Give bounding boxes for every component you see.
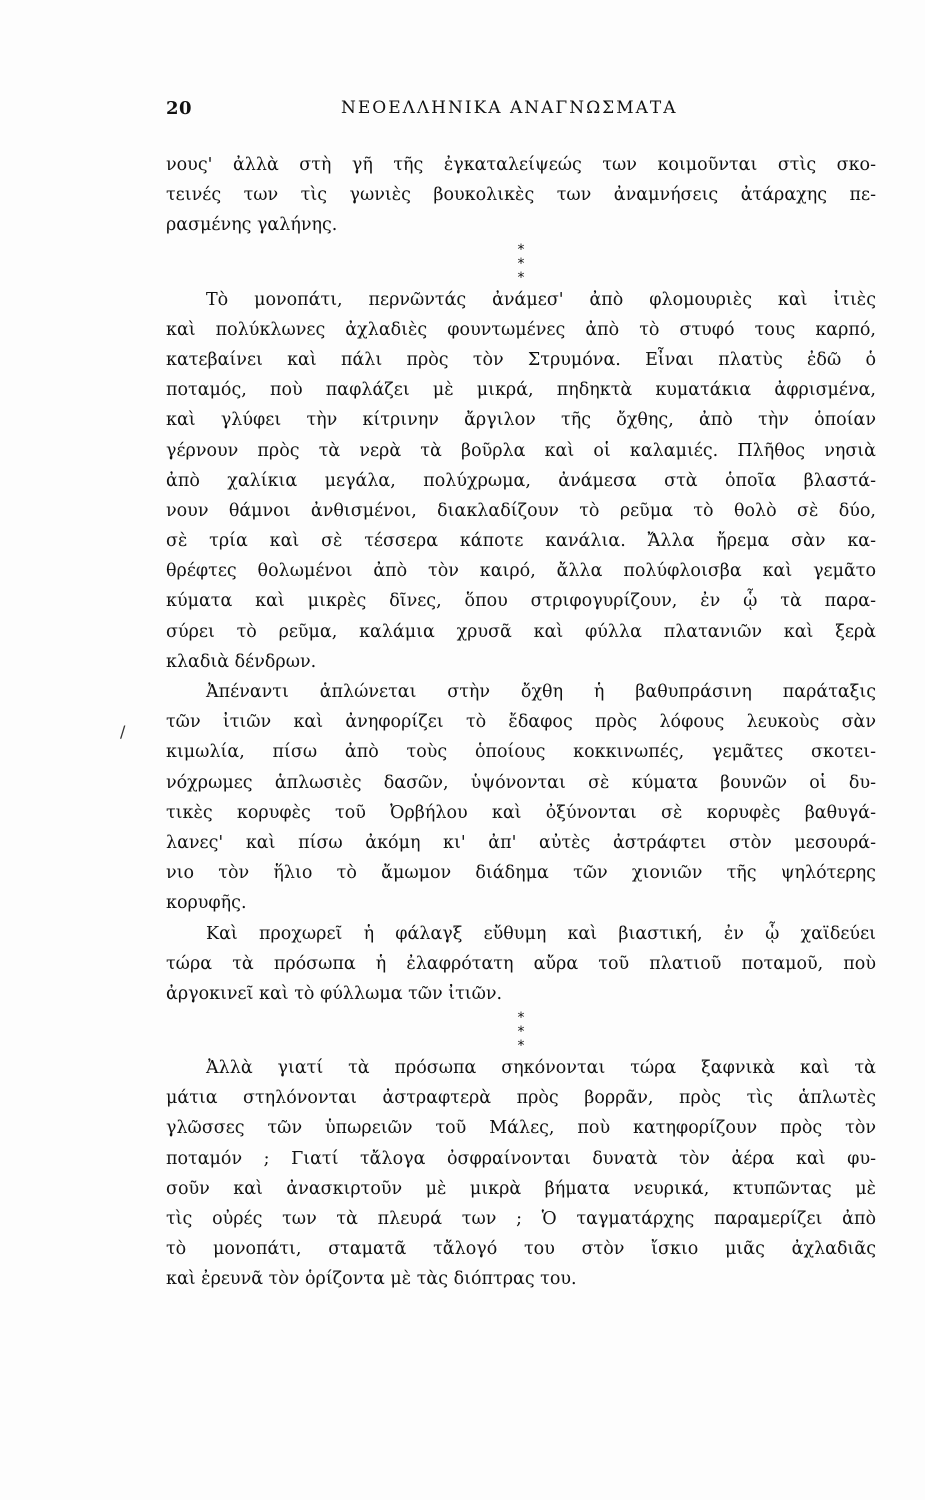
text-line: ἀπὸ χαλίκια μεγάλα, πολύχρωμα, ἀνάμεσα στὰ ὁποῖα βλαστά- — [166, 470, 876, 491]
text-line: τικὲς κορυφὲς τοῦ Ὀρβήλου καὶ ὀξύνονται σὲ κορυφὲς βαθυγά- — [166, 802, 876, 823]
text-line: Ἀπέναντι ἁπλώνεται στὴν ὄχθη ἡ βαθυπράσινη παράταξις — [206, 682, 876, 702]
text-line: τὶς οὐρές των τὰ πλευρά των ; Ὁ ταγματάρχης παραμερίζει ἀπὸ — [166, 1209, 876, 1229]
text-line: κύματα καὶ μικρὲς δῖνες, ὅπου στριφογυρίζουν, ἐν ᾧ τὰ παρα- — [166, 591, 876, 612]
text-line: νουν θάμνοι ἀνθισμένοι, διακλαδίζουν τὸ ρεῦμα τὸ θολὸ σὲ δύο, — [166, 500, 876, 521]
text-line: ποταμός, ποὺ παφλάζει μὲ μικρά, πηδηκτὰ κυματάκια ἀφρισμένα, — [166, 380, 876, 401]
body-text — [166, 150, 876, 1295]
text-line: καὶ γλύφει τὴν κίτρινην ἄργιλον τῆς ὄχθης, ἀπὸ τὴν ὁποίαν — [166, 410, 876, 431]
text-line: κατεβαίνει καὶ πάλι πρὸς τὸν Στρυμόνα. Εἶναι πλατὺς ἐδῶ ὁ — [166, 349, 876, 370]
text-line: κλαδιὰ δένδρων. — [166, 651, 317, 672]
text-line: θρέφτες θολωμένοι ἀπὸ τὸν καιρό, ἄλλα πολύφλοισβα καὶ γεμᾶτο — [166, 561, 876, 582]
paragraph — [166, 150, 876, 241]
page-number: 20 — [166, 98, 193, 119]
asterism-icon: * * * — [517, 241, 531, 286]
text-line: ποταμόν ; Γιατί τἄλογα ὀσφραίνονται δυνατὰ τὸν ἀέρα καὶ φυ- — [166, 1148, 876, 1169]
text-line: τῶν ἰτιῶν καὶ ἀνηφορίζει τὸ ἔδαφος πρὸς λόφους λευκοὺς σὰν — [166, 712, 876, 733]
text-line: σύρει τὸ ρεῦμα, καλάμια χρυσᾶ καὶ φύλλα πλατανιῶν καὶ ξερὰ — [166, 621, 876, 642]
text-line: νους' ἀλλὰ στὴ γῆ τῆς ἐγκαταλείψεώς των κοιμοῦνται στὶς σκο- — [166, 155, 876, 175]
text-line: Καὶ προχωρεῖ ἡ φάλαγξ εὔθυμη καὶ βιαστική, ἐν ᾧ χαϊδεύει — [206, 923, 876, 944]
page-header — [166, 98, 866, 124]
text-line: τὸ μονοπάτι, σταματᾶ τἄλογό του στὸν ἴσκιο μιᾶς ἀχλαδιᾶς — [166, 1239, 876, 1260]
asterism-icon: * * * — [517, 1010, 531, 1055]
paragraph — [166, 1053, 876, 1295]
section-separator — [166, 241, 876, 285]
paragraph — [166, 677, 876, 919]
text-line: μάτια στηλόνονται ἀστραφτερὰ πρὸς βορρᾶν, πρὸς τὶς ἁπλωτὲς — [166, 1088, 876, 1109]
text-line: κορυφῆς. — [166, 893, 247, 914]
text-line: γέρνουν πρὸς τὰ νερὰ τὰ βοῦρλα καὶ οἱ καλαμιές. Πλῆθος νησιὰ — [166, 440, 876, 461]
text-line: Ἀλλὰ γιατί τὰ πρόσωπα σηκόνονται τώρα ξαφνικὰ καὶ τὰ — [206, 1058, 876, 1079]
text-line: γλῶσσες τῶν ὑπωρειῶν τοῦ Μάλες, ποὺ κατηφορίζουν πρὸς τὸν — [166, 1118, 876, 1139]
text-line: καὶ ἐρευνᾶ τὸν ὁρίζοντα μὲ τὰς διόπτρας του. — [166, 1269, 577, 1290]
text-line: σοῦν καὶ ἀνασκιρτοῦν μὲ μικρὰ βήματα νευρικά, κτυπῶντας μὲ — [166, 1178, 876, 1199]
section-separator — [166, 1009, 876, 1053]
paragraph — [166, 919, 876, 1010]
text-line: νόχρωμες ἁπλωσιὲς δασῶν, ὑψόνονται σὲ κύματα βουνῶν οἱ δυ- — [166, 772, 876, 793]
text-line: νιο τὸν ἥλιο τὸ ἄμωμον διάδημα τῶν χιονιῶν τῆς ψηλότερης — [166, 863, 876, 884]
text-line: τώρα τὰ πρόσωπα ἡ ἐλαφρότατη αὔρα τοῦ πλατιοῦ ποταμοῦ, ποὺ — [166, 953, 876, 974]
running-title: ΝΕΟΕΛΛΗΝΙΚΑ ΑΝΑΓΝΩΣΜΑΤΑ — [341, 98, 678, 118]
text-line: ρασμένης γαλήνης. — [166, 215, 338, 236]
text-line: ἀργοκινεῖ καὶ τὸ φύλλωμα τῶν ἰτιῶν. — [166, 983, 503, 1004]
text-line: σὲ τρία καὶ σὲ τέσσερα κάποτε κανάλια. Ἄλλα ἤρεμα σὰν κα- — [166, 531, 876, 552]
paragraph — [166, 285, 876, 677]
margin-mark: / — [120, 722, 126, 741]
text-line: κιμωλία, πίσω ἀπὸ τοὺς ὁποίους κοκκινωπές, γεμᾶτες σκοτει- — [166, 742, 876, 763]
text-line: Τὸ μονοπάτι, περνῶντάς ἀνάμεσ' ἀπὸ φλομουριὲς καὶ ἰτιὲς — [206, 289, 876, 310]
text-line: καὶ πολύκλωνες ἀχλαδιὲς φουντωμένες ἀπὸ τὸ στυφό τους καρπό, — [166, 319, 876, 340]
text-line: λανες' καὶ πίσω ἀκόμη κι' ἀπ' αὐτὲς ἀστράφτει στὸν μεσουρά- — [166, 832, 876, 853]
text-line: τεινές των τὶς γωνιὲς βουκολικὲς των ἀναμνήσεις ἀτάραχης πε- — [166, 185, 876, 206]
